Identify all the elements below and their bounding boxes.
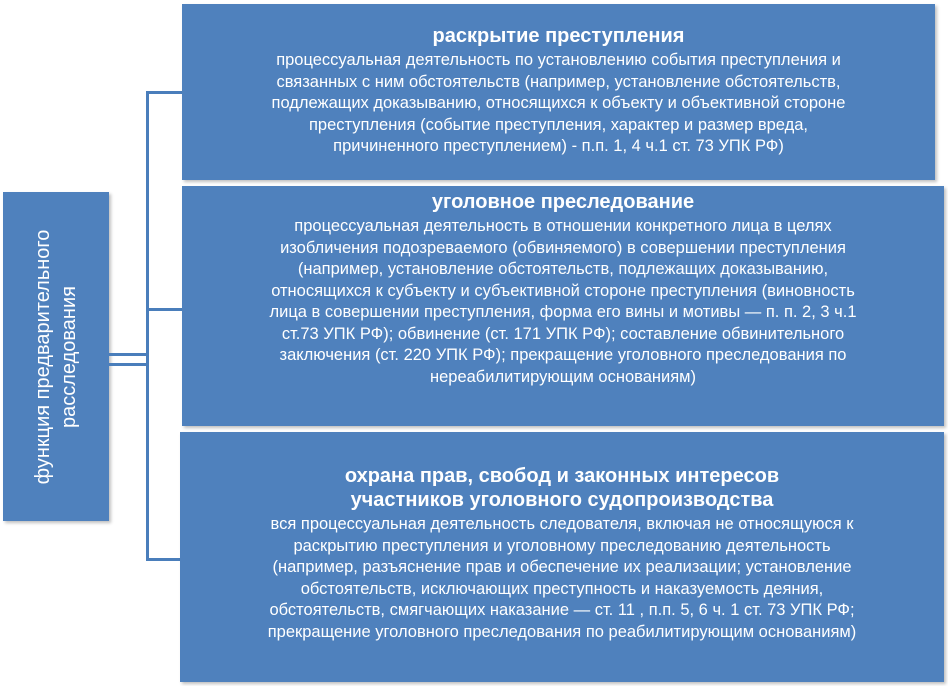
bracket-tick-bottom	[146, 558, 181, 561]
text-line: заключения (ст. 220 УПК РФ); прекращение уголовного преследования по	[279, 346, 847, 364]
text-line: процессуальная деятельность по установлению события преступления и	[276, 51, 841, 69]
text-line: (например, разъяснение прав и обеспечение их реализации; установление	[272, 558, 852, 576]
text-line: прекращение уголовного преследования по реабилитирующим основаниям)	[267, 622, 857, 641]
text-line: вся процессуальная деятельность следователя, включая не относящуюся к	[270, 515, 854, 533]
box-rights-protection-text	[180, 514, 944, 643]
text-line: нереабилитирующим основаниям)	[429, 367, 696, 386]
box-crime-detection-text	[182, 50, 935, 158]
text-line: (например, установление обстоятельств, подлежащих доказыванию,	[297, 260, 829, 278]
text-line: ст.73 УПК РФ); обвинение (ст. 171 УПК РФ); составление обвинительного	[281, 324, 845, 343]
box-crime-detection-title: раскрытие преступления	[432, 25, 685, 47]
text-line: преступления (событие преступления, характер и размер вреда,	[308, 115, 809, 134]
text-line: обстоятельств, исключающих преступность и наказуемость деяния,	[300, 579, 824, 598]
text-line: раскрытию преступления и уголовному преследованию деятельность	[293, 536, 831, 555]
bracket-vertical	[146, 91, 149, 561]
text-line: относящихся к субъекту и субъективной стороне преступления (виновность	[271, 281, 855, 300]
function-label-box	[3, 192, 109, 521]
bracket-tick-middle	[146, 308, 183, 311]
connector-stub-lower	[109, 363, 147, 366]
text-line: обстоятельств, смягчающих наказание — ст. 11 , п.п. 5, 6 ч. 1 ст. 73 УПК РФ;	[269, 601, 855, 619]
text-line: лица в совершении преступления, форма его вины и мотивы — п. п. 2, 3 ч.1	[269, 303, 857, 321]
title-line-2: участников уголовного судопроизводства	[350, 489, 774, 511]
function-label-line-1: функция предварительного	[32, 229, 54, 484]
title-line-1: охрана прав, свобод и законных интересов	[344, 465, 780, 487]
box-criminal-prosecution	[182, 186, 944, 426]
box-rights-protection	[180, 432, 944, 682]
text-line: подлежащих доказыванию, относящихся к объекту и объективной стороне	[271, 94, 846, 112]
box-criminal-prosecution-title: уголовное преследование	[431, 191, 695, 213]
function-label-line-2: расследования	[58, 285, 80, 428]
bracket-tick-top	[146, 91, 183, 94]
box-crime-detection	[182, 4, 935, 180]
function-label	[30, 192, 82, 521]
text-line: причиненного преступлением) - п.п. 1, 4 ч.1 ст. 73 УПК РФ)	[333, 137, 784, 155]
connector-stub-upper	[109, 353, 147, 356]
text-line: процессуальная деятельность в отношении конкретного лица в целях	[294, 217, 832, 235]
text-line: изобличения подозреваемого (обвиняемого) в совершении преступления	[280, 238, 846, 257]
box-rights-protection-title	[180, 464, 944, 512]
box-criminal-prosecution-text	[182, 216, 944, 388]
text-line: связанных с ним обстоятельств (например, установление обстоятельств,	[276, 72, 841, 91]
